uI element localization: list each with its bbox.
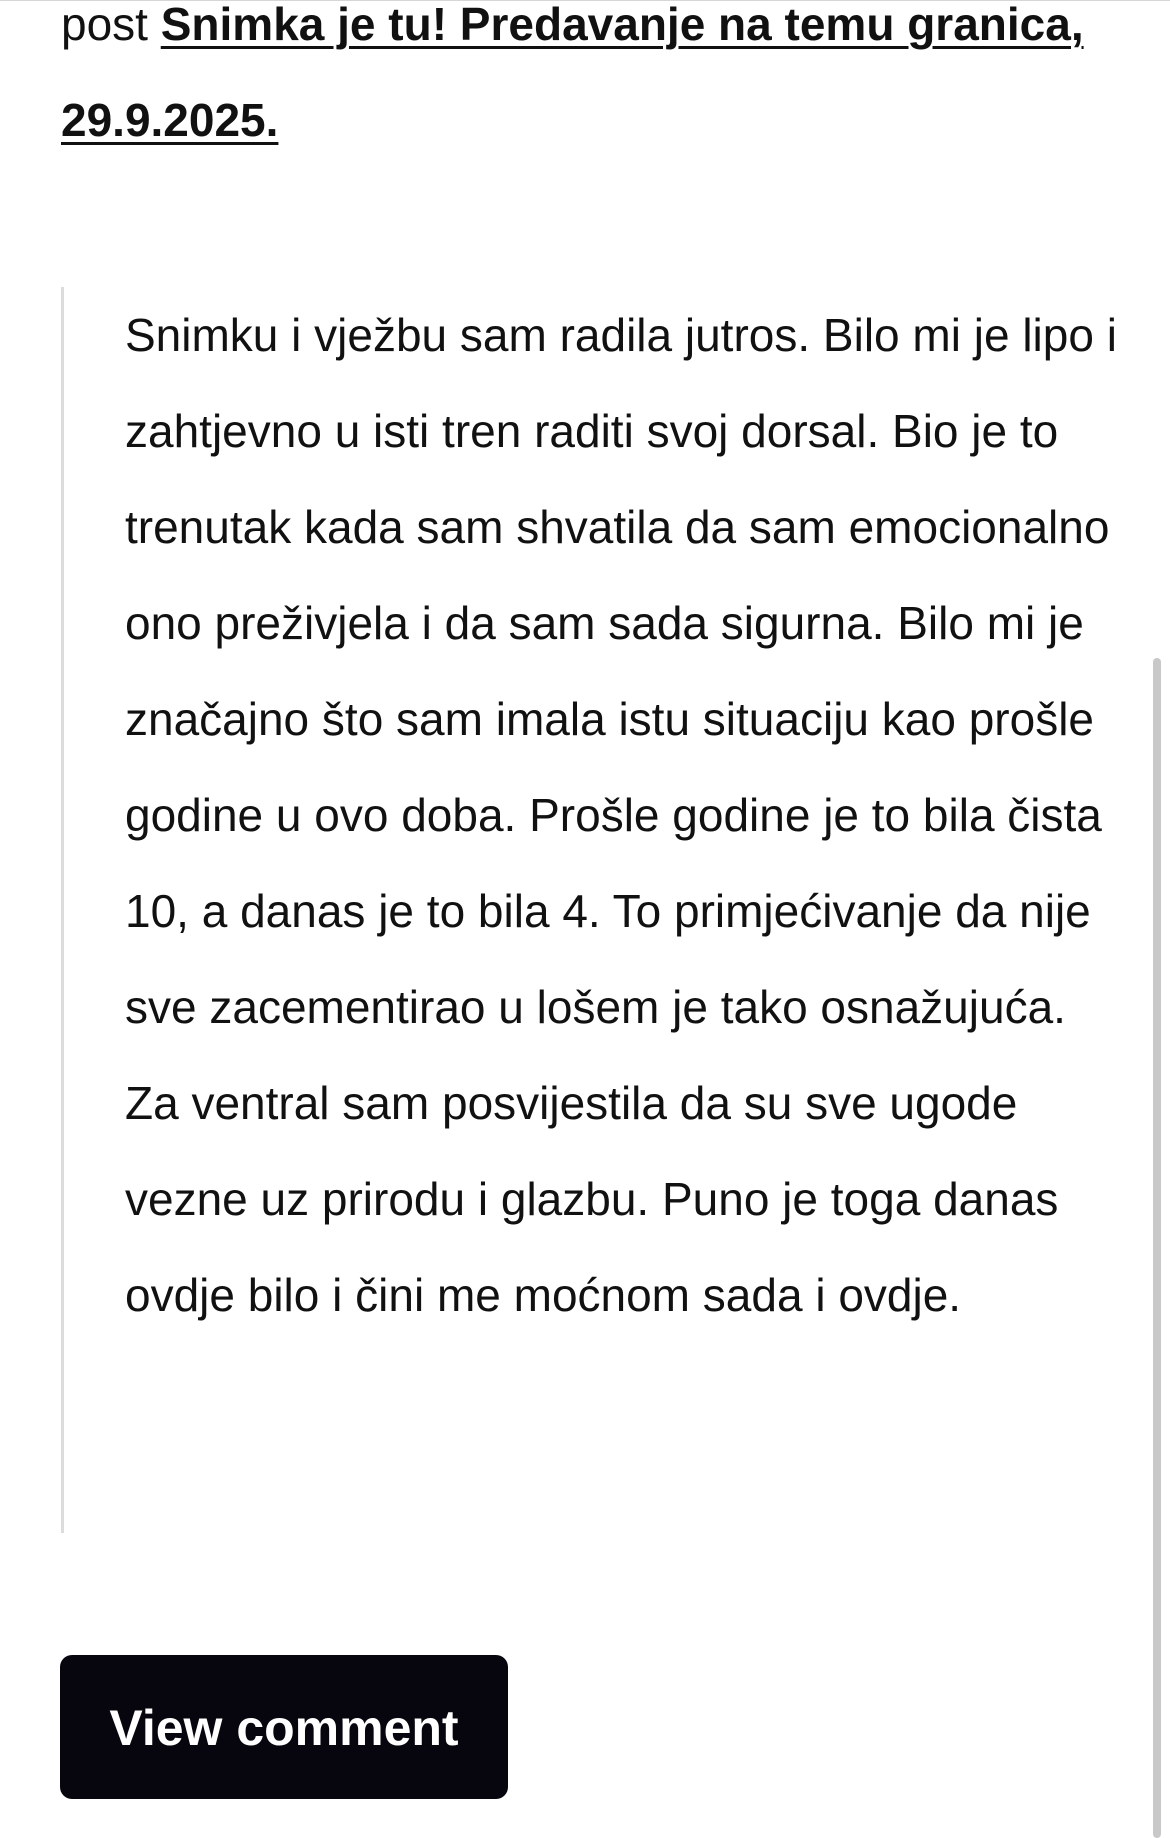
post-prefix: post <box>61 0 161 50</box>
post-reference <box>61 0 1101 168</box>
comment-quote <box>61 287 1121 1533</box>
post-title-link[interactable]: Snimka je tu! Predavanje na temu granica, 29.9.2025. <box>61 0 1084 146</box>
scrollbar-thumb[interactable] <box>1153 658 1161 1838</box>
view-comment-button[interactable]: View comment <box>60 1655 508 1799</box>
comment-text: Snimku i vježbu sam radila jutros. Bilo mi je lipo i zahtjevno u isti tren raditi svoj dorsal. Bio je to trenutak kada sam shvatila da sam emocionalno ono preživjela i da sam sada sigurna. Bilo mi je značajno što sam imala istu situaciju kao prošle godine u ovo doba. Prošle godine je to bila čista 10, a danas je to bila 4. To primjećivanje da nije sve zacementirao u lošem je tako osnažujuća. Za ventral sam posvijestila da su sve ugode vezne uz prirodu i glazbu. Puno je toga danas ovdje bilo i čini me moćnom sada i ovdje. <box>125 309 1117 1321</box>
